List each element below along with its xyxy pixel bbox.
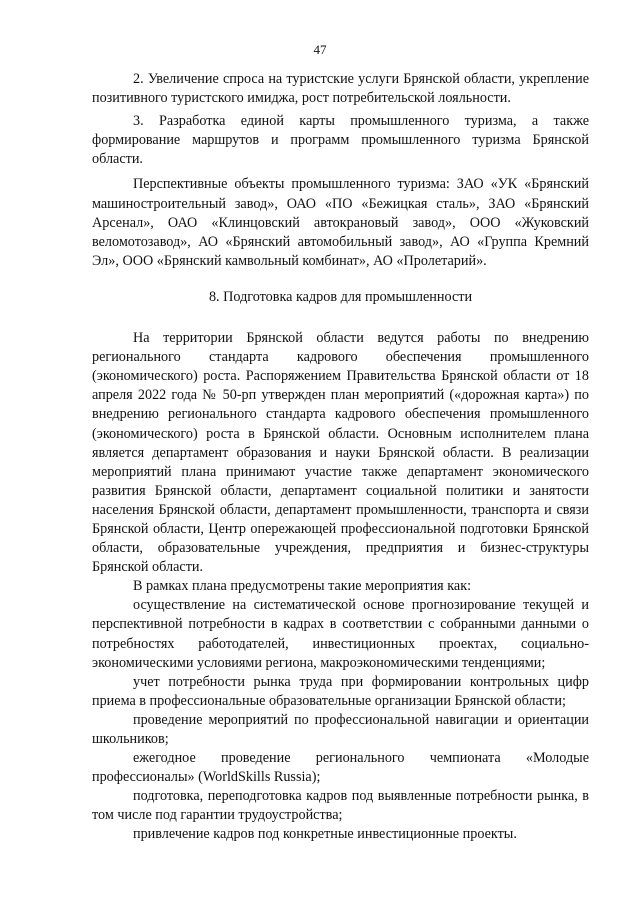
section-heading: 8. Подготовка кадров для промышленности	[208, 288, 473, 305]
list-item: подготовка, переподготовка кадров под выявленные потребности рынка, в том числе под гарантии трудоустройства;	[92, 788, 589, 824]
paragraph: В рамках плана предусмотрены такие мероприятия как:	[133, 578, 472, 595]
paragraph: 3. Разработка единой карты промышленного туризма, а также формирование маршрутов и программ промышленного туризма Брянской области.	[92, 113, 589, 168]
list-item: ежегодное проведение регионального чемпионата «Молодые профессионалы» (WorldSkills Russia);	[92, 750, 589, 786]
paragraph: На территории Брянской области ведутся работы по внедрению регионального стандарта кадрового обеспечения промышленного (экономического) роста. Распоряжением Правительства Брянской области от 18 апреля 2022 года № 50-рп утвержден план мероприятий («дорожная карта») по внедрению регионального стандарта кадрового обеспечения промышленного (экономического) роста в Брянской области. Основным исполнителем плана является департамент образования и науки Брянской области. В реализации мероприятий плана принимают участие также департамент экономического развития Брянской области, департамент социальной политики и занятости населения Брянской области, департамент промышленности, транспорта и связи Брянской области, Центр опережающей профессиональной подготовки Брянской области, образовательные учреждения, предприятия и бизнес-структуры Брянской области.	[92, 330, 589, 576]
list-item: осуществление на систематической основе прогнозирование текущей и перспективной потребности в кадрах в соответствии с собранными данными о потребностях работодателей, инвестиционных проектах, социально-экономическими условиями региона, макроэкономическими тенденциями;	[92, 597, 589, 671]
paragraph: 2. Увеличение спроса на туристские услуги Брянской области, укрепление позитивного туристского имиджа, рост потребительской лояльности.	[92, 71, 589, 107]
list-item: привлечение кадров под конкретные инвестиционные проекты.	[133, 826, 517, 843]
list-item: проведение мероприятий по профессиональной навигации и ориентации школьников;	[92, 711, 589, 747]
document-body	[92, 70, 589, 845]
paragraph: Перспективные объекты промышленного туризма: ЗАО «УК «Брянский машиностроительный завод», ОАО «ПО «Бежицкая сталь», ЗАО «Брянский Арсенал», ОАО «Клинцовский автокрановый завод», ООО «Жуковский веломотозавод», АО «Брянский автомобильный завод», АО «Группа Кремний Эл», ООО «Брянский камвольный комбинат», АО «Пролетарий».	[92, 176, 589, 269]
list-item: учет потребности рынка труда при формировании контрольных цифр приема в профессиональные образовательные организации Брянской области;	[92, 673, 589, 709]
page-number: 47	[313, 42, 327, 57]
